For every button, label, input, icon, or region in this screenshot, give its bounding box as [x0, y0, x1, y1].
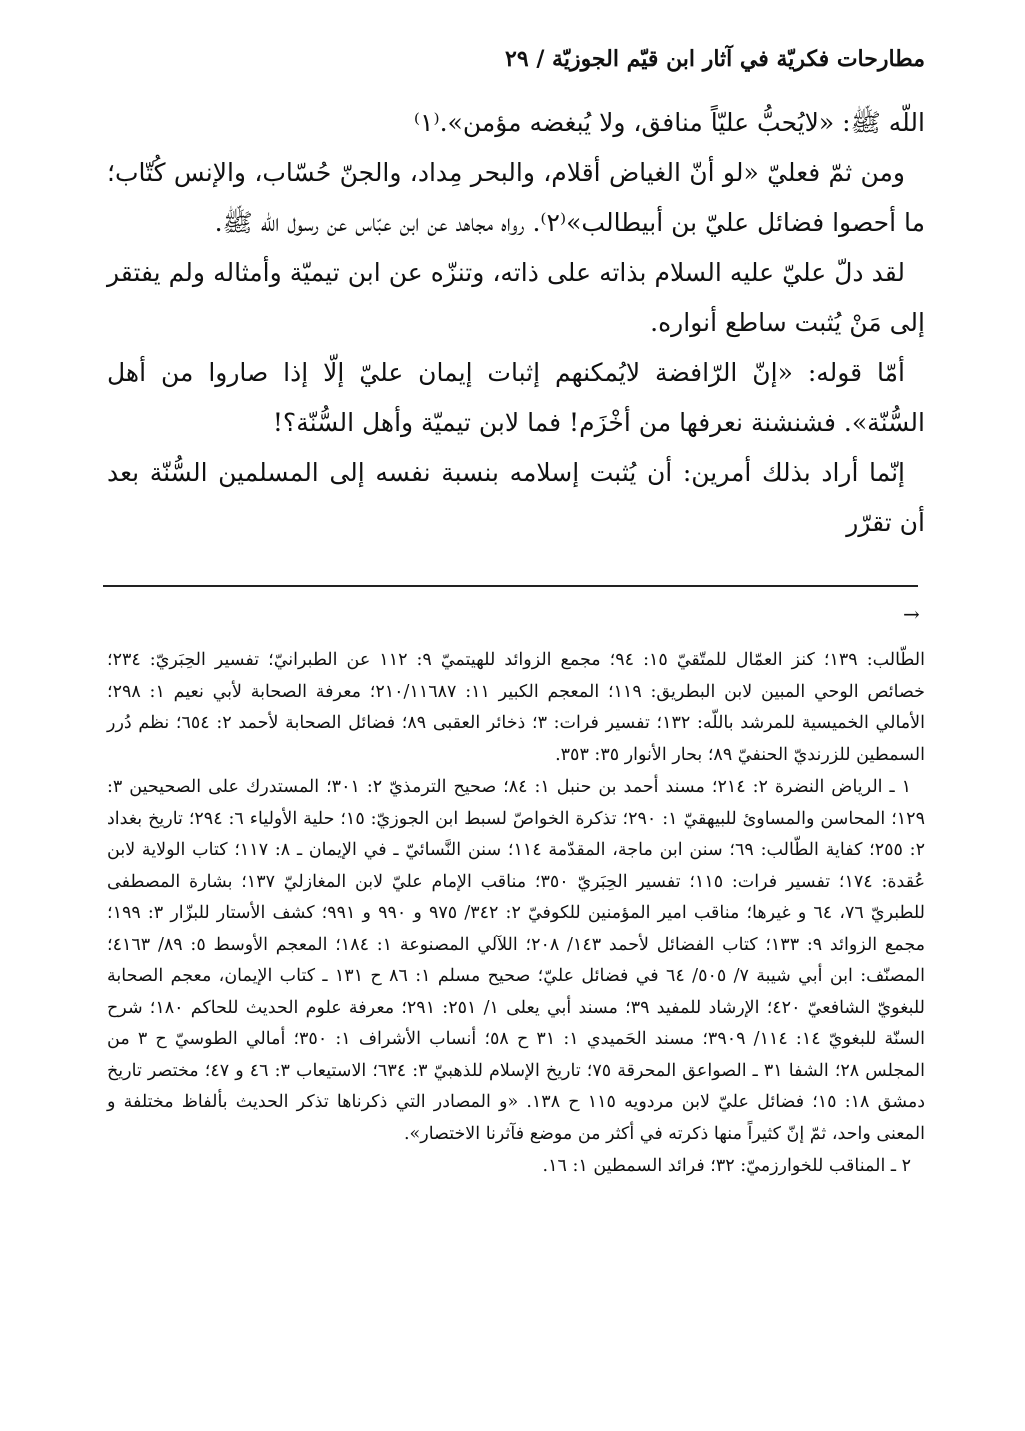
- footnote-divider: [103, 585, 918, 587]
- footnotes: [107, 645, 925, 1184]
- body-paragraph: اللّه ﷺ: «لايُحبُّ عليّاً منافق، ولا يُبغضه مؤمن».⁽١⁾: [413, 108, 925, 137]
- continuation-arrow-icon: →: [903, 602, 920, 626]
- main-text: [107, 98, 925, 548]
- body-paragraph: أمّا قوله: «إنّ الرّافضة لايُمكنهم إثبات إيمان عليّ إلّا إذا صاروا من أهل السُّنّة». فشنشنة نعرفها من أخْزَم! فما لابن تيميّة وأهل السُّنّة؟!: [107, 358, 925, 437]
- body-paragraph: إنّما أراد بذلك أمرين: أن يُثبت إسلامه بنسبة نفسه إلى المسلمين السُّنّة بعد أن تقرّر: [107, 458, 925, 537]
- body-paragraph: لقد دلّ عليّ عليه السلام بذاته على ذاته، وتنزّه عن ابن تيميّة وأمثاله ولم يفتقر إلى مَنْ يُثبت ساطع أنواره.: [107, 258, 925, 337]
- running-header: مطارحات فكريّة في آثار ابن قيّم الجوزيّة / ٢٩: [505, 46, 925, 72]
- footnote-1: ١ ـ الرياض النضرة ٢: ٢١٤؛ مسند أحمد بن حنبل ١: ٨٤؛ صحيح الترمذيّ ٢: ٣٠١؛ المستدرك على الصحيحين ٣: ١٢٩؛ المحاسن والمساوئ للبيهقيّ ١: ٢٩٠؛ تذكرة الخواصّ لسبط ابن الجوزيّ: ١٥؛ حلية الأولياء ٦: ٢٩٤؛ تاريخ بغداد ٢: ٢٥٥؛ كفاية الطّالب: ٦٩؛ سنن ابن ماجة، المقدّمة ١١٤؛ سنن النَّسائيّ ـ في الإيمان ـ ٨: ١١٧؛ كتاب الولاية لابن عُقدة: ١٧٤؛ تفسير فرات: ١١٥؛ تفسير الحِبَريّ ٣٥٠؛ مناقب الإمام عليّ لابن المغازليّ ١٣٧؛ بشارة المصطفى للطبريّ ٧٦، ٦٤ و غيرها؛ مناقب امير المؤمنين للكوفيّ ٢: ٣٤٢/ ٩٧٥ و ٩٩٠ و ٩٩١؛ كشف الأستار للبزّار ٣: ١٩٩؛ مجمع الزوائد ٩: ١٣٣؛ كتاب الفضائل لأحمد ١٤٣/ ٢٠٨؛ اللآلي المصنوعة ١: ١٨٤؛ المعجم الأوسط ٥: ٨٩/ ٤١٦٣؛ المصنّف: ابن أبي شيبة ٧/ ٥٠٥/ ٦٤ في فضائل عليّ؛ صحيح مسلم ١: ٨٦ ح ١٣١ ـ كتاب الإيمان، معجم الصحابة للبغويّ الشافعيّ ٤٢٠؛ الإرشاد للمفيد ٣٩؛ مسند أبي يعلى ١/ ٢٥١: ٢٩١؛ معرفة علوم الحديث للحاكم ١٨٠؛ شرح السنّة للبغويّ ١٤: ١١٤/ ٣٩٠٩؛ مسند الحَميدي ١: ٣١ ح ٥٨؛ أنساب الأشراف ١: ٣٥٠؛ أمالي الطوسيّ ح ٣ من المجلس ٢٨؛ الشفا ٣١ ـ الصواعق المحرقة ٧٥؛ تاريخ الإسلام للذهبيّ ٣: ٦٣٤؛ الاستيعاب ٣: ٤٦ و ٤٧؛ مختصر تاريخ دمشق ١٨: ١٥؛ فضائل عليّ لابن مردويه ١١٥ ح ١٣٨. «و المصادر التي ذكرناها تذكر الحديث بألفاظ مختلفة و المعنى واحد، ثمّ إنّ كثيراً منها ذكرته في أكثر من موضع فآثرنا الاختصار».: [107, 777, 926, 1144]
- footnote-2: ٢ ـ المناقب للخوارزميّ: ٣٢؛ فرائد السمطين ١: ١٦.: [542, 1156, 911, 1176]
- body-paragraph: ومن ثمّ فعليّ «لو أنّ الغياض أقلام، والبحر مِداد، والجنّ حُسّاب، والإنس كُتّاب؛ ما أحصوا فضائل عليّ بن أبيطالب»⁽٢⁾. رواه مجاهد عن ابن عبّاس عن رسول اللّه ﷺ.: [107, 158, 925, 237]
- footnote-continuation: الطّالب: ١٣٩؛ كنز العمّال للمتّقيّ ١٥: ٩٤؛ مجمع الزوائد للهيتميّ ٩: ١١٢ عن الطبرانيّ؛ تفسير الحِبَريّ: ٢٣٤؛ خصائص الوحي المبين لابن البطريق: ١١٩؛ المعجم الكبير ١١: ٢١٠/١١٦٨٧؛ معرفة الصحابة لأبي نعيم ١: ٢٩٨؛ الأمالي الخميسية للمرشد باللّه: ١٣٢؛ تفسير فرات: ٣؛ ذخائر العقبى ٨٩؛ فضائل الصحابة لأحمد ٢: ٦٥٤؛ نظم دُرر السمطين للزرنديّ الحنفيّ ٨٩؛ بحار الأنوار ٣٥: ٣٥٣.: [107, 650, 926, 765]
